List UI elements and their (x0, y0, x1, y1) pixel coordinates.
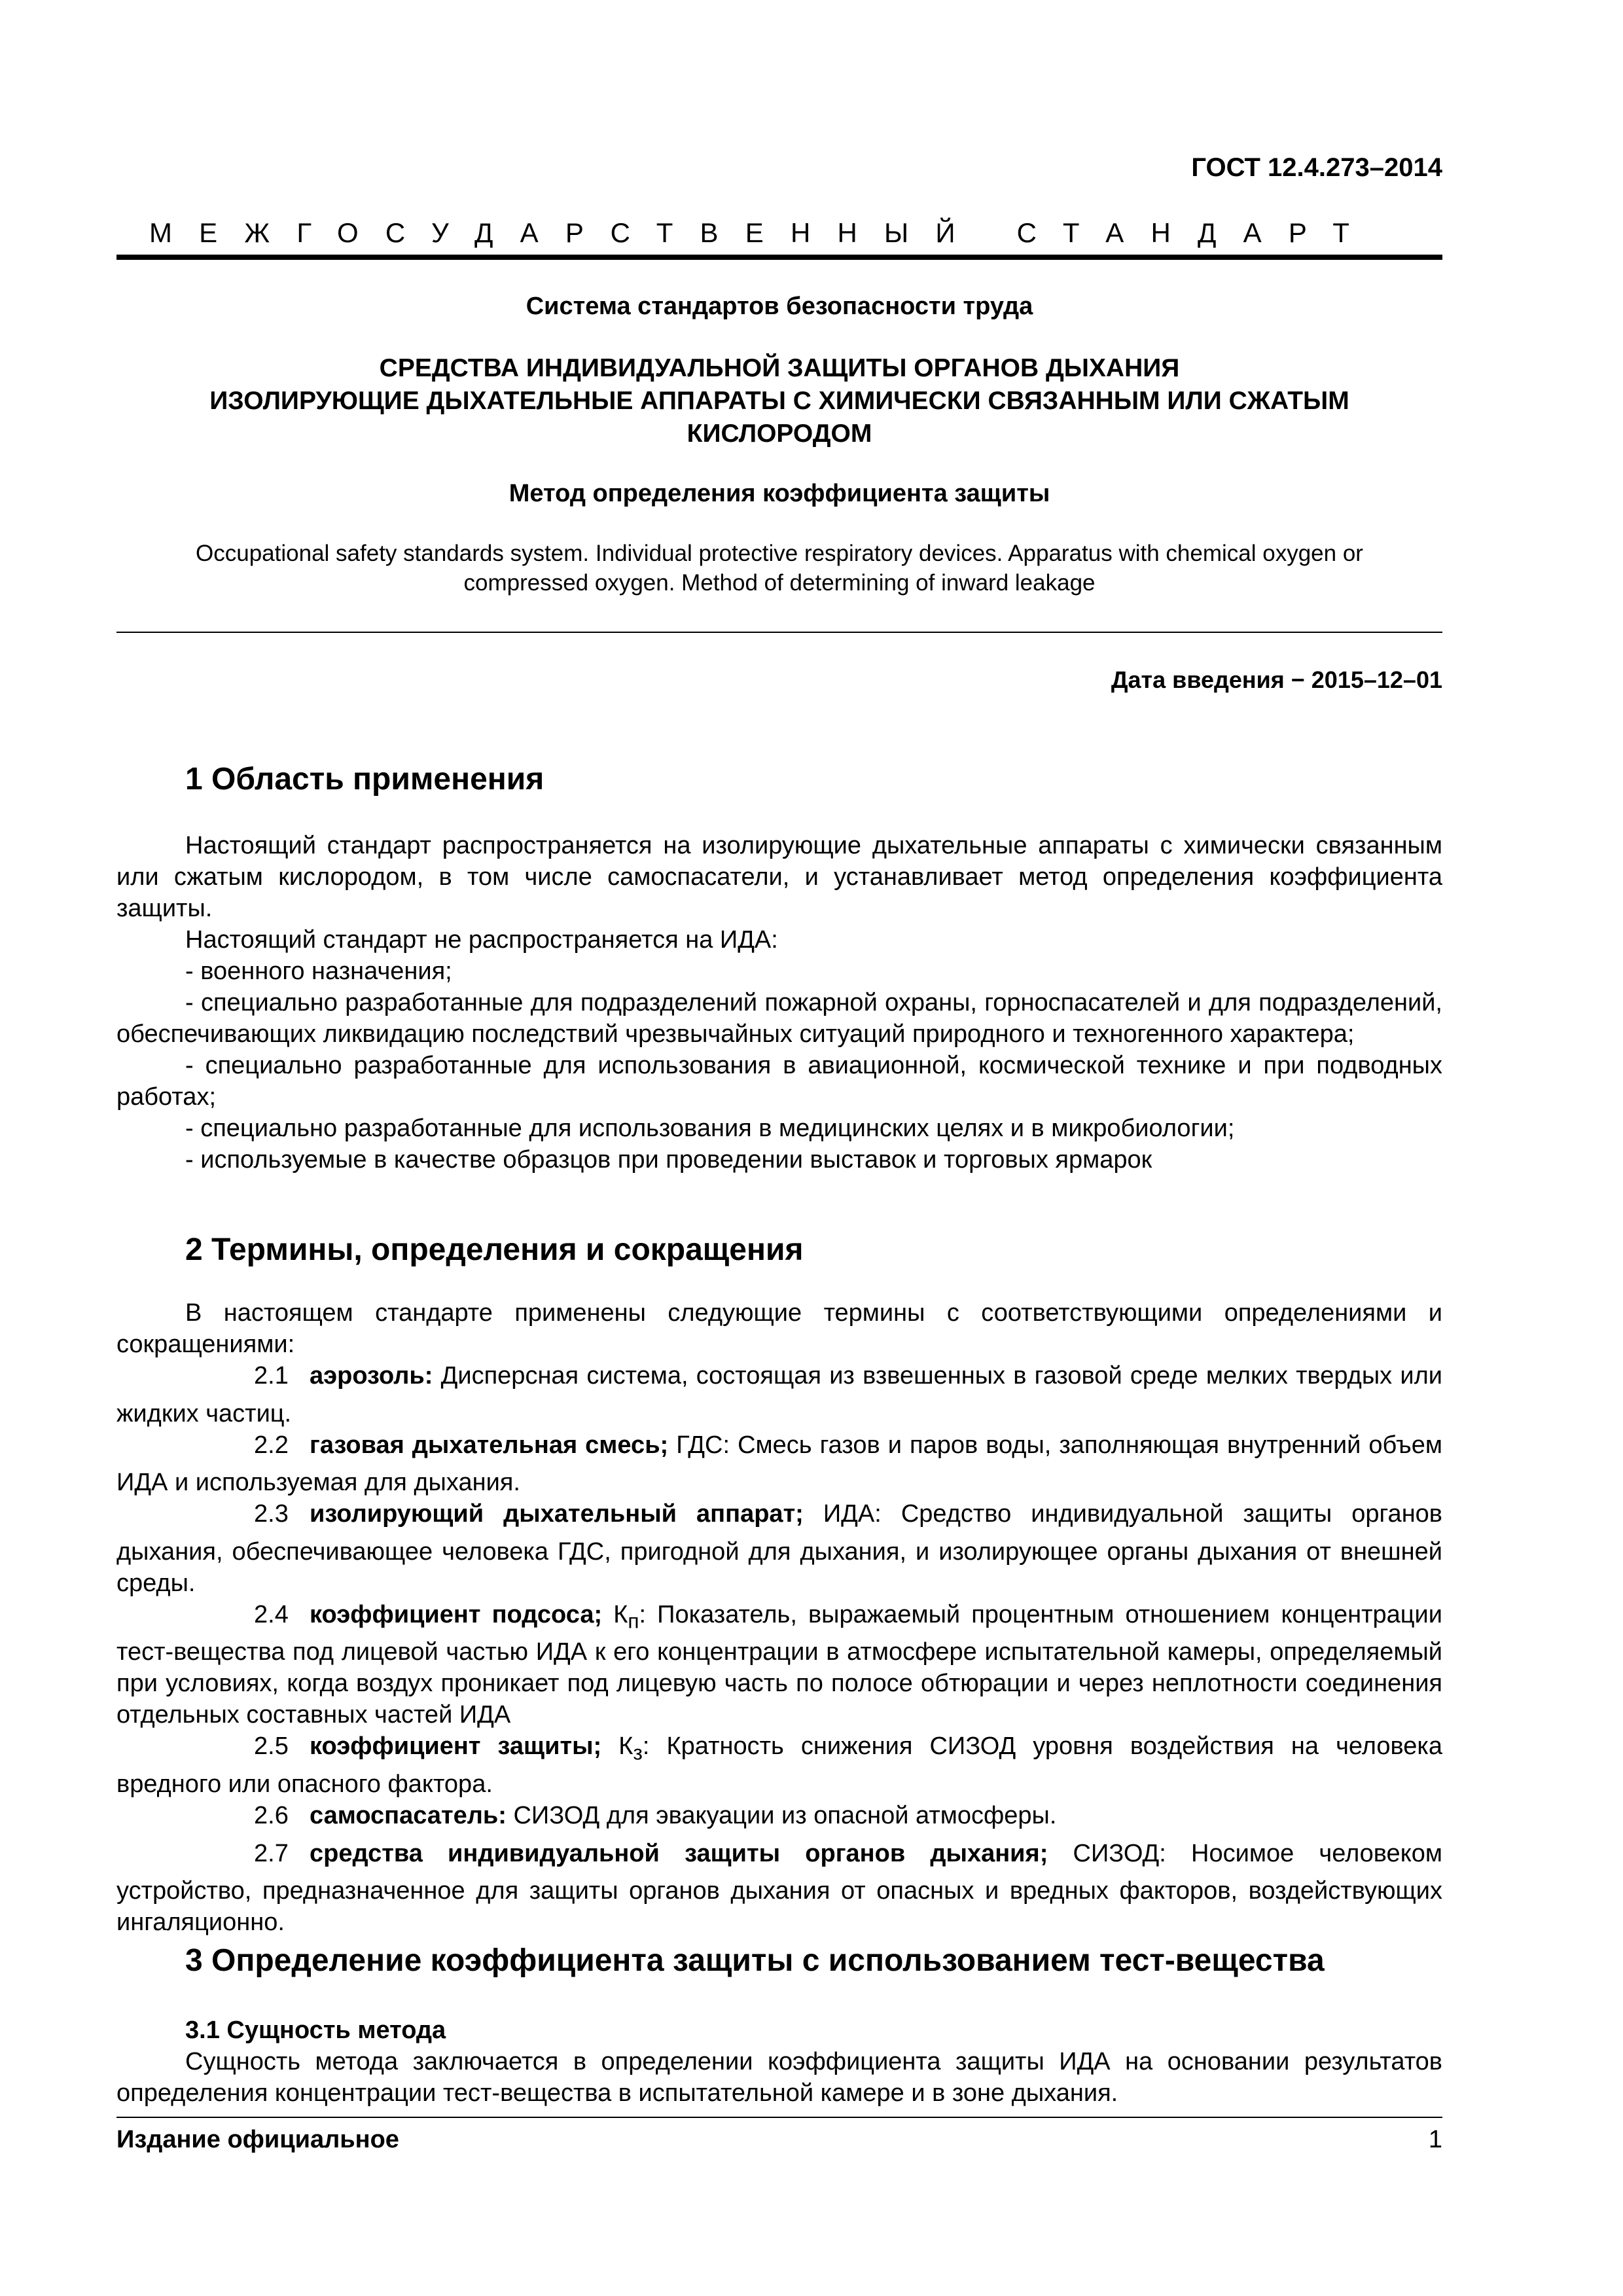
term-number: 2.1 (254, 1362, 289, 1390)
term-abbreviation: СИЗОД (1048, 1839, 1160, 1867)
english-title: Occupational safety standards system. Individual protective respiratory devices. Apparatus with chemical oxygen or compressed oxygen. Method of determining of inward leakage (196, 541, 1363, 596)
term-abbreviation: ИДА (803, 1500, 875, 1528)
section-2-body (116, 1297, 1442, 1938)
term-entry (116, 1838, 1442, 1939)
term-number: 2.5 (254, 1732, 289, 1761)
standard-type-banner: МЕЖГОСУДАРСТВЕННЫЙ СТАНДАРТ (149, 217, 1377, 248)
list-item: - специально разработанные для использования в авиационной, космической технике и при подводных работах; (116, 1052, 1442, 1111)
term-definition: : Показатель, выражаемый процентным отношением концентрации тест-вещества под лицевой частью ИДА к его концентрации в атмосфере испытательной камеры, определяемый при условиях, когда воздух проникает под лицевую часть по полосе обтюрации и через неплотности соединения отдельных составных частей ИДА (116, 1600, 1442, 1729)
term-name: коэффициент защиты; (310, 1732, 602, 1761)
subsection-heading: 3.1 Сущность метода (185, 2017, 446, 2044)
title-line: СРЕДСТВА ИНДИВИДУАЛЬНОЙ ЗАЩИТЫ ОРГАНОВ ДЫХАНИЯ (379, 354, 1180, 382)
introduction-date: Дата введения − 2015–12–01 (1111, 666, 1442, 693)
term-number: 2.3 (254, 1500, 289, 1528)
term-definition: : Кратность снижения СИЗОД уровня воздействия на человека вредного или опасного фактора. (116, 1732, 1442, 1798)
section-1-body (116, 830, 1442, 1175)
term-definition: Дисперсная система, состоящая из взвешенных в газовой среде мелких твердых или жидких частиц. (116, 1362, 1442, 1427)
term-name: средства индивидуальной защиты органов дыхания; (310, 1839, 1048, 1867)
paragraph: В настоящем стандарте применены следующие термины с соответствующими определениями и сокращениями: (116, 1299, 1442, 1358)
term-entry (116, 1599, 1442, 1731)
document-subtitle: Метод определения коэффициента защиты (508, 480, 1050, 507)
header-divider (116, 255, 1442, 260)
list-item: - специально разработанные для использования в медицинских целях и в микробиологии; (185, 1115, 1235, 1142)
section-3-body (116, 2015, 1442, 2109)
page-number: 1 (1428, 2126, 1442, 2153)
term-number: 2.6 (254, 1801, 289, 1829)
term-abbreviation: ГДС (668, 1431, 723, 1459)
term-entry (116, 1800, 1442, 1838)
footer-divider (116, 2117, 1442, 2118)
list-item: - военного назначения; (185, 958, 452, 985)
term-name: коэффициент подсоса; (310, 1600, 603, 1628)
standards-series: Система стандартов безопасности труда (526, 293, 1033, 320)
list-item: - используемые в качестве образцов при проведении выставок и торговых ярмарок (185, 1146, 1152, 1174)
official-edition-label: Издание официальное (116, 2126, 399, 2153)
term-entry (116, 1498, 1442, 1599)
standard-number: ГОСТ 12.4.273–2014 (1191, 153, 1442, 182)
document-title (116, 352, 1442, 450)
paragraph: Сущность метода заключается в определении коэффициента защиты ИДА на основании результатов определения концентрации тест-вещества в испытательной камере и в зоне дыхания. (116, 2048, 1442, 2107)
list-item: - специально разработанные для подразделений пожарной охраны, горноспасателей и для подразделений, обеспечивающих ликвидацию последствий чрезвычайных ситуаций природного и техногенного характера; (116, 989, 1442, 1048)
term-name: самоспасатель: (310, 1801, 507, 1829)
title-line: ИЗОЛИРУЮЩИЕ ДЫХАТЕЛЬНЫЕ АППАРАТЫ С ХИМИЧЕСКИ СВЯЗАННЫМ ИЛИ СЖАТЫМ (209, 387, 1349, 415)
term-number: 2.2 (254, 1431, 289, 1459)
term-definition: : Носимое человеком устройство, предназначенное для защиты органов дыхания от опасных и вредных факторов, воздействующих ингаляционно. (116, 1839, 1443, 1937)
document-page (116, 0, 1442, 2296)
term-abbreviation-subscript: п (628, 1609, 639, 1633)
term-name: изолирующий дыхательный аппарат; (310, 1500, 804, 1528)
term-name: газовая дыхательная смесь; (310, 1431, 669, 1459)
term-definition: : Средство индивидуальной защиты органов дыхания, обеспечивающее человека ГДС, пригодной для дыхания, и изолирующее органы дыхания от внешней среды. (116, 1500, 1442, 1597)
section-3-heading: 3 Определение коэффициента защиты с использованием тест-вещества (185, 1943, 1325, 1978)
term-number: 2.4 (254, 1600, 289, 1628)
section-2-heading: 2 Термины, определения и сокращения (185, 1232, 804, 1267)
title-divider (116, 632, 1442, 633)
term-entry (116, 1731, 1442, 1800)
term-definition: СИЗОД для эвакуации из опасной атмосферы. (506, 1801, 1057, 1829)
title-line: КИСЛОРОДОМ (687, 420, 872, 448)
term-entry (116, 1360, 1442, 1429)
paragraph: Настоящий стандарт распространяется на изолирующие дыхательные аппараты с химически связанным или сжатым кислородом, в том числе самоспасатели, и устанавливает метод определения коэффициента защиты. (116, 832, 1442, 922)
paragraph: Настоящий стандарт не распространяется на ИДА: (185, 926, 778, 954)
term-number: 2.7 (254, 1839, 289, 1867)
term-name: аэрозоль: (310, 1362, 433, 1390)
term-entry (116, 1429, 1442, 1499)
term-abbreviation: К (601, 1732, 633, 1761)
term-definition: : Смесь газов и паров воды, заполняющая внутренний объем ИДА и используемая для дыхания. (116, 1431, 1443, 1497)
section-1-heading: 1 Область применения (185, 762, 544, 797)
term-abbreviation-subscript: з (633, 1740, 643, 1765)
term-abbreviation: К (602, 1600, 628, 1628)
